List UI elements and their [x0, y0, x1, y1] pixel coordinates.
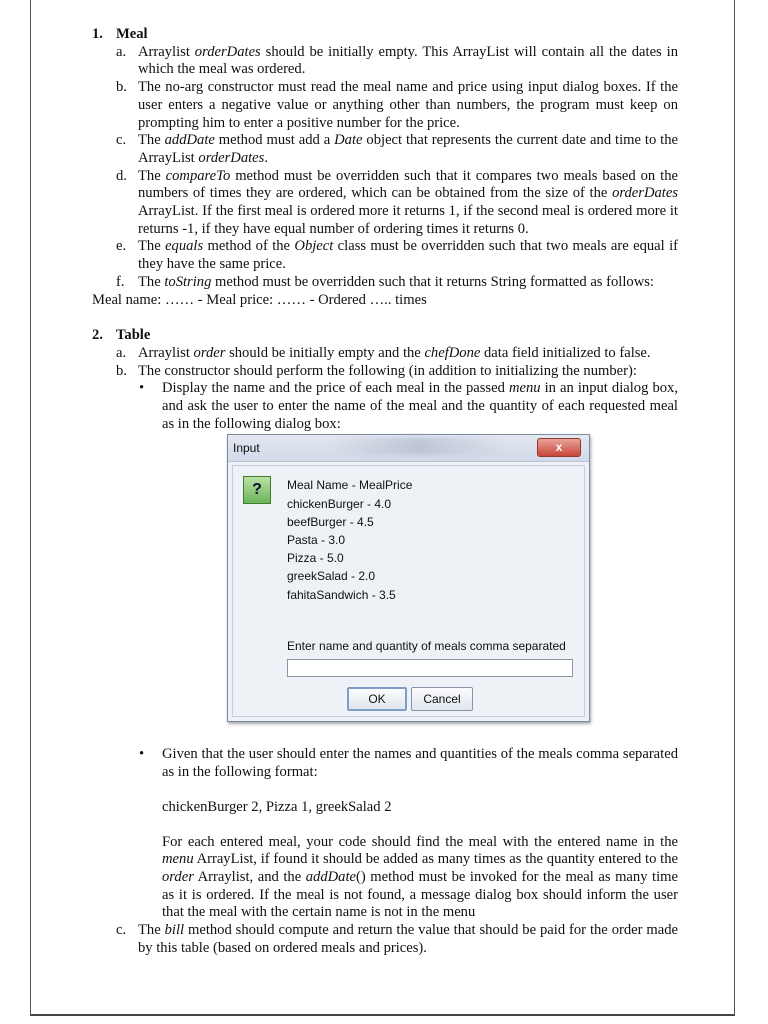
- text: The: [138, 167, 166, 184]
- dialog-title: Input: [233, 441, 260, 456]
- meal-item-c: [92, 132, 678, 167]
- text: Display the name and the price of each meal in the passed: [162, 380, 509, 397]
- italic-term: toString: [164, 273, 212, 290]
- item-marker: c.: [116, 922, 127, 939]
- text: in an input dialog box, and ask the user to enter the name of the meal and the quantity of each requested meal as in the following dialog box:: [162, 380, 678, 432]
- italic-term: order: [193, 344, 226, 361]
- processing-explanation: [92, 834, 678, 923]
- meal-item-a: [92, 44, 678, 79]
- menu-line: beefBurger - 4.5: [287, 514, 374, 529]
- italic-term: menu: [508, 380, 541, 397]
- text: The: [138, 132, 165, 149]
- text: ArrayList. If the first meal is ordered more it returns 1, if the second meal is ordered more it returns -1, if they have equal number of ordering times it returns 0.: [138, 203, 678, 237]
- text: Arraylist: [138, 43, 195, 60]
- text: Given that the user should enter the names and quantities of the meals comma separated as in the following format:: [162, 746, 678, 781]
- document: [92, 26, 678, 958]
- example-input: chickenBurger 2, Pizza 1, greekSalad 2: [162, 798, 392, 815]
- text: method must be overridden such that it compares two meals based on the numbers of times they are ordered, which can be obtained from the size of the: [138, 167, 678, 202]
- section-1-heading: [92, 26, 678, 44]
- text: Arraylist: [138, 344, 194, 361]
- text: method must be overridden such that it returns String formatted as follows:: [211, 273, 654, 290]
- section-1-title: Meal: [116, 26, 148, 42]
- meal-item-e: [92, 238, 678, 273]
- italic-term: compareTo: [165, 167, 231, 184]
- dialog-titlebar: [228, 435, 589, 462]
- text: data field initialized to false.: [480, 344, 651, 361]
- italic-term: order: [162, 868, 194, 885]
- item-marker: a.: [116, 344, 127, 361]
- bullet-display-menu: [92, 380, 678, 433]
- text: () method must be invoked for the meal as many time as it is ordered. If the meal is not found, a message dialog box should inform the user that the meal with the certain name is not in the menu: [162, 868, 678, 921]
- text: Arraylist, and the: [193, 868, 306, 885]
- italic-term: addDate: [305, 868, 357, 885]
- section-2-number: 2.: [92, 327, 103, 344]
- italic-term: orderDates: [612, 185, 678, 202]
- tostring-format: Meal name: …… - Meal price: …… - Ordered ….. times: [92, 291, 427, 308]
- italic-term: Date: [334, 132, 363, 149]
- italic-term: bill: [164, 922, 185, 939]
- text: .: [264, 149, 268, 166]
- dialog-body: [232, 465, 585, 717]
- item-marker: a.: [116, 43, 127, 60]
- text: For each entered meal, your code should find the meal with the entered name in the: [162, 833, 678, 850]
- text: The: [138, 273, 165, 290]
- italic-term: orderDates: [198, 149, 265, 166]
- item-marker: b.: [116, 79, 127, 96]
- menu-line: fahitaSandwich - 3.5: [287, 587, 396, 602]
- menu-line: chickenBurger - 4.0: [287, 496, 392, 511]
- italic-term: addDate: [164, 132, 215, 149]
- menu-line: Meal Name - MealPrice: [287, 478, 413, 493]
- section-2-heading: [92, 327, 678, 345]
- meal-item-b: [92, 79, 678, 132]
- section-2-title: Table: [116, 327, 151, 344]
- text: The no-arg constructor must read the meal name and price using input dialog boxes. If the user enters a negative value or anything other than numbers, the program must keep on prompting him to enter a positive number for the price.: [138, 79, 678, 131]
- meal-item-d: [92, 168, 678, 239]
- text: The: [138, 922, 165, 939]
- bullet-marker: •: [139, 746, 145, 763]
- table-item-b: [92, 363, 678, 381]
- item-marker: c.: [116, 132, 127, 149]
- item-marker: b.: [116, 362, 127, 379]
- question-icon: ?: [243, 476, 271, 504]
- text: object that represents the current date and time to the ArrayList: [138, 132, 678, 166]
- italic-term: orderDates: [194, 43, 261, 60]
- text: method must add a: [214, 132, 335, 149]
- table-item-c: [92, 922, 678, 957]
- italic-term: Object: [294, 238, 334, 255]
- ok-button[interactable]: OK: [347, 687, 407, 711]
- italic-term: menu: [162, 851, 194, 868]
- menu-line: Pasta - 3.0: [287, 533, 346, 548]
- bullet-marker: •: [139, 380, 145, 397]
- item-marker: e.: [116, 238, 127, 255]
- text: The constructor should perform the following (in addition to initializing the number):: [138, 362, 637, 379]
- text: method of the: [203, 238, 295, 255]
- table-item-a: [92, 345, 678, 363]
- text: should be initially empty. This ArrayList will contain all the dates in which the meal was ordered.: [138, 43, 678, 78]
- dialog-prompt: Enter name and quantity of meals comma separated: [287, 639, 566, 654]
- input-dialog: [227, 434, 590, 722]
- text: method should compute and return the value that should be paid for the order made by this table (based on ordered meals and prices).: [138, 922, 678, 956]
- item-marker: d.: [116, 167, 127, 184]
- text: ArrayList, if found it should be added as many times as the quantity entered to the: [193, 851, 678, 868]
- section-1-number: 1.: [92, 26, 103, 42]
- text: should be initially empty and the: [225, 344, 425, 361]
- item-marker: f.: [116, 273, 125, 290]
- close-button[interactable]: x: [537, 438, 581, 457]
- text: The: [138, 238, 166, 255]
- cancel-button[interactable]: Cancel: [411, 687, 473, 711]
- italic-term: equals: [165, 238, 204, 255]
- menu-line: Pizza - 5.0: [287, 551, 344, 566]
- bullet-input-format: [92, 746, 678, 781]
- menu-line: greekSalad - 2.0: [287, 569, 376, 584]
- titlebar-glare: [328, 437, 508, 455]
- text: class must be overridden such that two meals are equal if they have the same price.: [138, 238, 678, 273]
- menu-list: [287, 476, 412, 603]
- italic-term: chefDone: [424, 344, 481, 361]
- meals-input[interactable]: [287, 659, 573, 677]
- meal-item-f: [92, 274, 678, 309]
